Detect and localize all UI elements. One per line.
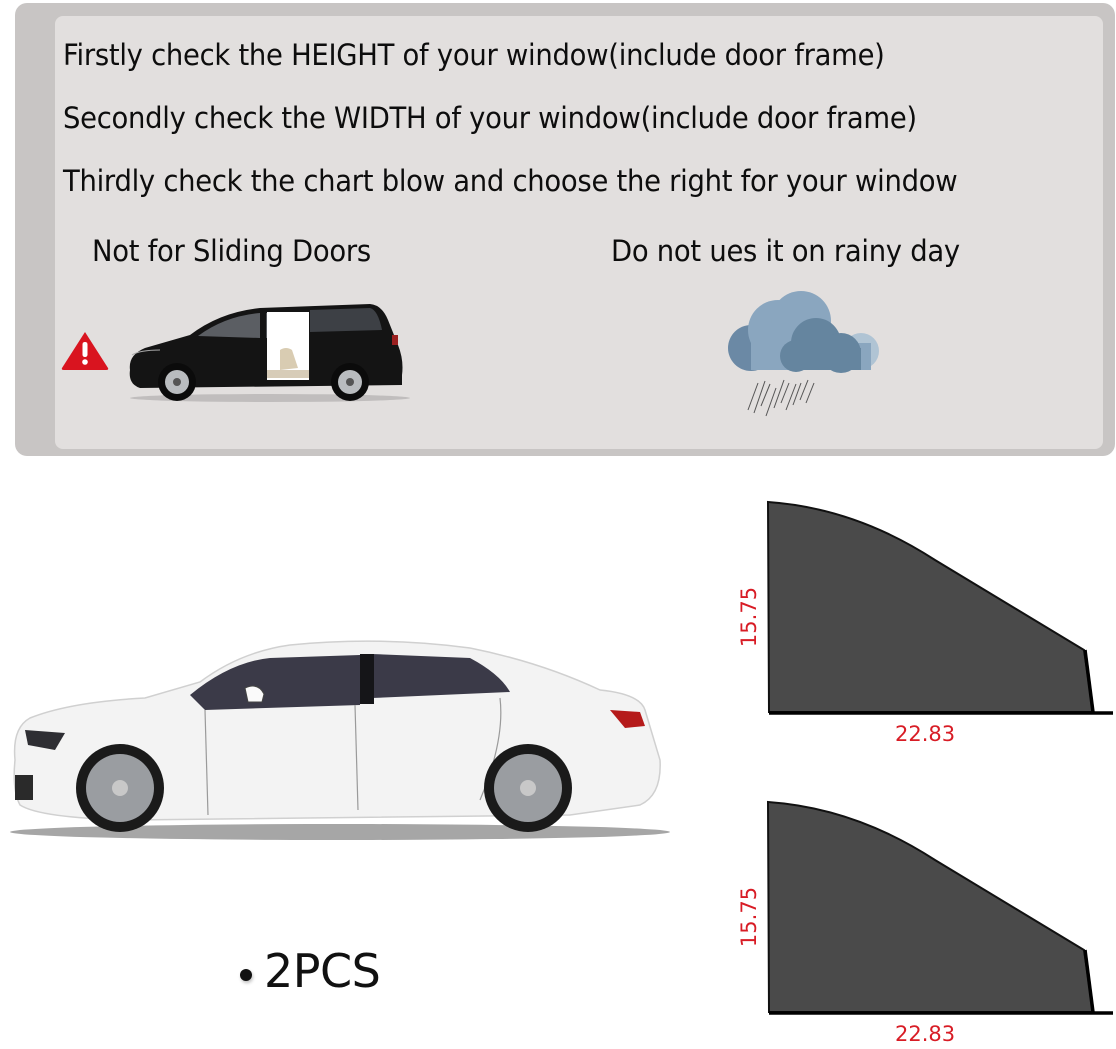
window-shade-diagram-1 <box>735 490 1115 760</box>
sedan-side-view-image <box>0 610 680 850</box>
rain-cloud-icon <box>716 288 886 423</box>
shade-width-label: 22.83 <box>895 1022 956 1046</box>
instruction-chart: Thirdly check the chart blow and choose the right for your window <box>63 164 958 198</box>
window-shade-diagram-2 <box>735 790 1115 1049</box>
quantity-indicator <box>240 944 380 998</box>
shade-height-label: 15.75 <box>737 586 762 648</box>
warning-triangle-icon <box>60 330 110 370</box>
bullet-dot <box>240 969 252 981</box>
window-shade-shape <box>735 790 1115 1020</box>
minivan-sliding-door-image <box>120 300 410 405</box>
warning-sliding-doors-caption: Not for Sliding Doors <box>92 234 371 268</box>
window-shade-shape <box>735 490 1115 720</box>
shade-width-label: 22.83 <box>895 722 956 746</box>
quantity-label: 2PCS <box>264 944 381 998</box>
shade-height-label: 15.75 <box>737 886 762 948</box>
warning-rainy-day-caption: Do not ues it on rainy day <box>611 234 960 268</box>
instruction-height: Firstly check the HEIGHT of your window(include door frame) <box>63 38 885 72</box>
instruction-width: Secondly check the WIDTH of your window(include door frame) <box>63 101 917 135</box>
